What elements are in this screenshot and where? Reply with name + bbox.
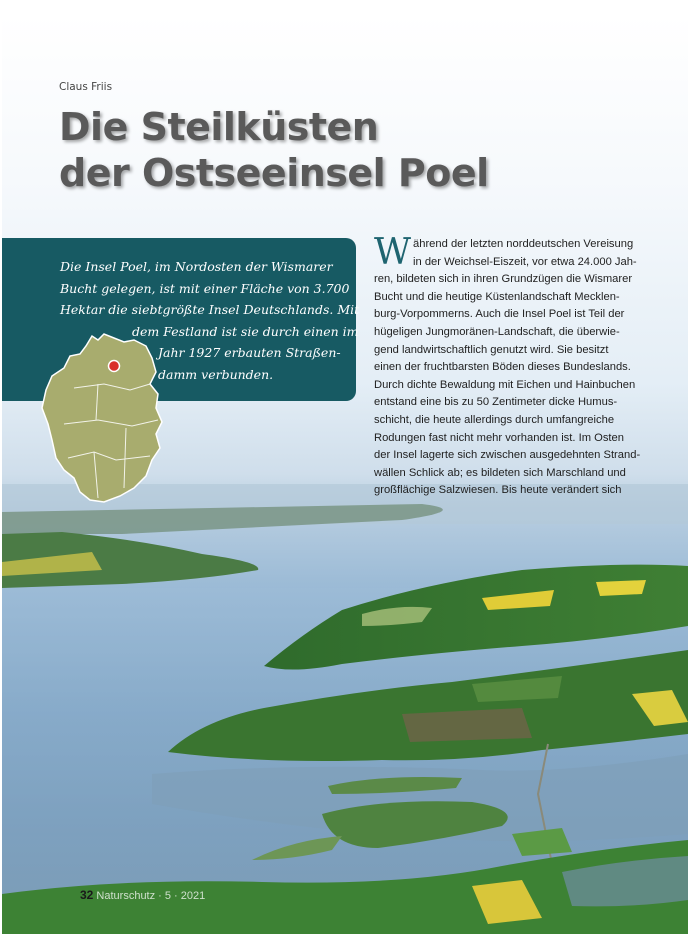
intro-line: Hektar die siebtgrößte Insel Deutschlands. Mit [60, 302, 360, 317]
body-line: Rodungen fast nicht mehr vorhanden ist. Im Osten [374, 431, 624, 444]
location-marker-icon [109, 361, 120, 372]
body-line: hügeligen Jungmoränen-Landschaft, die überwie- [374, 325, 620, 338]
issue-label: Naturschutz · 5 · 2021 [96, 890, 206, 902]
body-line: einen der fruchtbarsten Böden dieses Bundeslands. [374, 361, 631, 374]
intro-line: dem Festland ist sie durch einen im [132, 323, 359, 339]
page-footer [80, 888, 205, 902]
intro-line: damm verbunden. [158, 366, 274, 382]
title-line-1: Die Steilküsten [59, 105, 379, 149]
page-number: 32 [80, 888, 94, 902]
body-line: schicht, die heute allerdings durch umfangreiche [374, 413, 615, 426]
body-line: Durch dichte Bewaldung mit Eichen und Hainbuchen [374, 378, 636, 391]
article-body [374, 232, 660, 500]
body-line: großflächige Salzwiesen. Bis heute verändert sich [374, 484, 622, 497]
title-line-2: der Ostseeinsel Poel [59, 151, 489, 195]
intro-line: Jahr 1927 erbauten Straßen- [158, 345, 341, 360]
dropcap: W [374, 232, 412, 273]
body-line: burg-Vorpommerns. Auch die Insel Poel ist Teil der [374, 308, 625, 321]
body-line: in der Weichsel-Eiszeit, vor etwa 24.000 Jah- [413, 255, 637, 268]
body-line: Bucht und die heutige Küstenlandschaft Mecklen- [374, 290, 620, 303]
magazine-page [2, 14, 688, 934]
body-line: ren, bildeten sich in ihren Grundzügen die Wismarer [374, 273, 633, 286]
body-line: gend landwirtschaftlich genutzt wird. Sie besitzt [374, 343, 609, 356]
body-line: wällen Schlick ab; es bildeten sich Marschland und [374, 466, 626, 479]
body-line: entstand eine bis zu 50 Zentimeter dicke Humus- [374, 396, 618, 409]
intro-line: Die Insel Poel, im Nordosten der Wismarer [60, 259, 333, 274]
germany-map [34, 328, 169, 508]
body-line: der Insel lagerte sich zwischen ausgedehnten Strand- [374, 449, 641, 462]
intro-line: Bucht gelegen, ist mit einer Fläche von 3.700 [60, 280, 350, 296]
author-name: Claus Friis [59, 81, 113, 93]
article-title [59, 104, 489, 196]
body-line: ährend der letzten norddeutschen Vereisung [413, 238, 634, 250]
